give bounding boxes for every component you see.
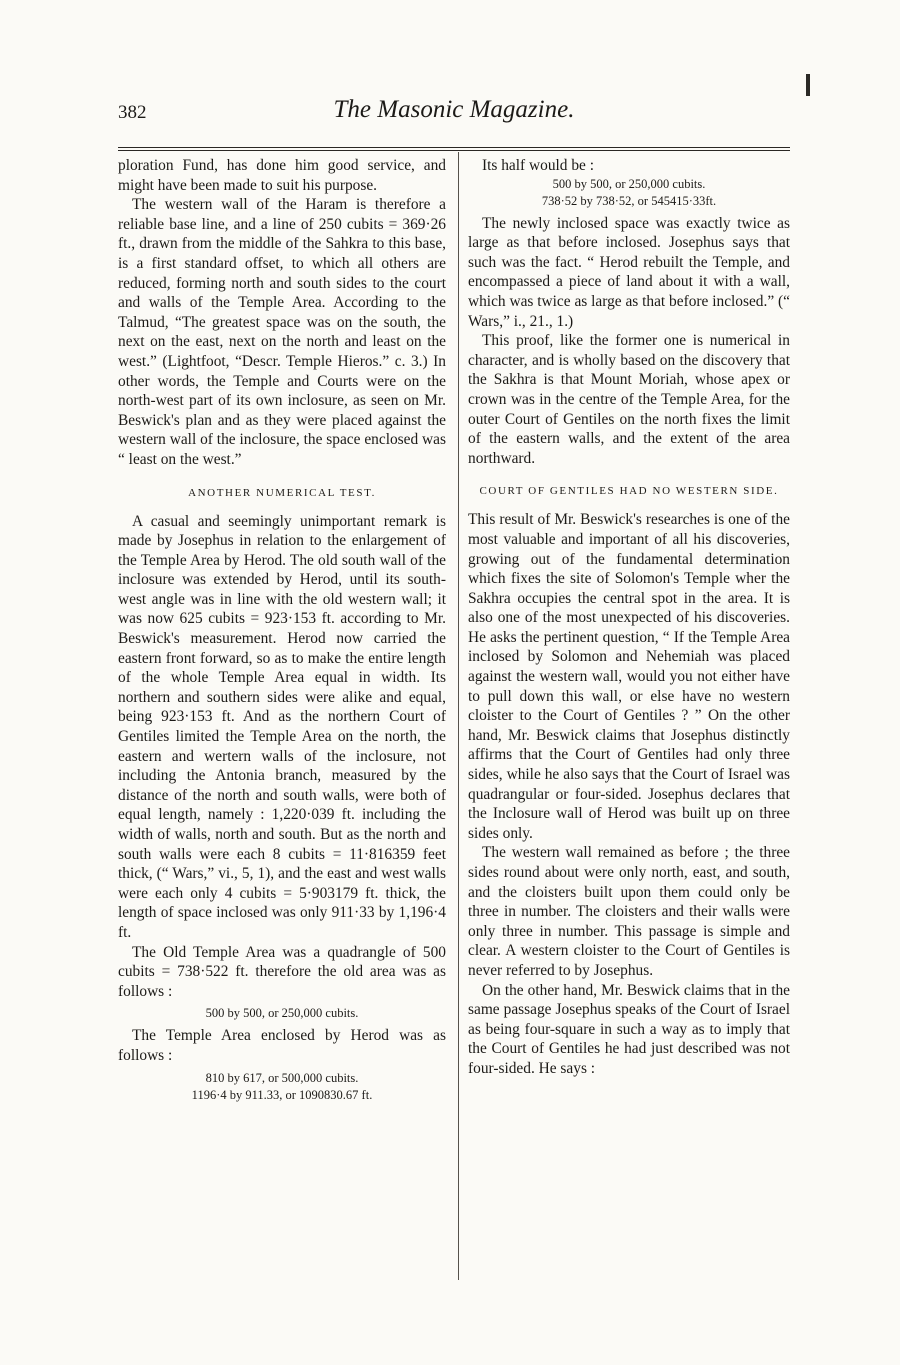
paragraph: On the other hand, Mr. Beswick claims that in the same passage Josephus speaks of the Court of Israel as being four-square in such a way as to imply that the Court of Gentiles he had just described was not four-sided. He says : [468, 981, 790, 1077]
paragraph: This proof, like the former one is numerical in character, and is wholly based on the discovery that the Sakhra is that Mount Moriah, whose apex or crown was in the centre of the Temple Area, for the outer Court of Gentiles on the north fixes the limit of the eastern walls, and the extent of the area northward. [468, 332, 790, 467]
header-rule [118, 147, 790, 148]
margin-mark [806, 74, 810, 96]
paragraph: The Old Temple Area was a quadrangle of 500 cubits = 738·522 ft. therefore the old area was as follows : [118, 943, 446, 1000]
paragraph: The Temple Area enclosed by Herod was as follows : [118, 1027, 446, 1064]
equation-line: 810 by 617, or 500,000 cubits. [205, 1070, 359, 1085]
paragraph: The western wall of the Haram is therefore a reliable base line, and a line of 250 cubits = 369·26 ft., drawn from the middle of the Sahkra to this base, is a first standard offset, to which all others are reduced, forming north and south sides to the court and walls of the Temple Area. According to the Talmud, “The greatest space was on the south, the next on the east, next on the north and least on the west.” (Lightfoot, “Descr. Temple Hieros.” c. 3.) In other words, the Temple and Courts were on the north-west part of its own inclosure, as seen on Mr. Beswick's plan and as they were placed against the western wall of the inclosure, the space enclosed was “ least on the west.” [118, 196, 446, 468]
section-heading: ANOTHER NUMERICAL TEST. [188, 486, 376, 499]
section-heading: COURT OF GENTILES HAD NO WESTERN SIDE. [479, 485, 779, 498]
equation-line: 738·52 by 738·52, or 545415·33ft. [541, 193, 717, 208]
paragraph: A casual and seemingly unimportant remark is made by Josephus in relation to the enlargement of the Temple Area by Herod. The old south wall of the inclosure was extended by Herod, until its south-west angle was in line with the old western wall; it was now 625 cubits = 923·153 ft. according to Mr. Beswick's measurement. Herod now carried the eastern front forward, so as to make the entire length of the whole Temple Area equal in width. Its northern and southern sides were alike and equal, being 923·153 ft. And as the northern Court of Gentiles limited the Temple Area on the north, the eastern and wertern walls of the inclosure, not including the Antonia branch, measured by the distance of the north and south walls, were both of equal length, namely : 1,220·039 ft. including the width of walls, north and south. But as the north and south walls were each 8 cubits = 11·816359 feet thick, (“ Wars,” vi., 5, 1), and the east and west walls were each only 4 cubits = 5·903179 ft. thick, the length of space inclosed was only 911·33 by 1,196·4 ft. [118, 512, 446, 941]
paragraph: ploration Fund, has done him good service, and might have been made to suit his purpose. [118, 157, 446, 194]
page-header [118, 96, 790, 130]
paragraph: This result of Mr. Beswick's researches is one of the most valuable and important of all his discoveries, growing out of the fundamental determination which fixes the site of Solomon's Temple wher the Sakhra occupies the central spot in the area. It is also one of the most unexpected of his discoveries. He asks the pertinent question, “ If the Temple Area inclosed by Solomon and Nehemiah was placed against the western wall, would you not either have to pull down this wall, or else have no western cloister to the Court of Gentiles ? ” On the other hand, Mr. Beswick claims that Josephus distinctly affirms that the Court of Gentiles had only three sides, while he also says that the Court of Israel was quadrangular or four-sided. Josephus declares that the Inclosure wall of Herod was built up on three sides only. [468, 511, 790, 842]
left-column [118, 156, 446, 1104]
paragraph: The newly inclosed space was exactly twice as large as that before inclosed. Josephus says that such was the fact. “ Herod rebuilt the Temple, and encompassed a piece of land about it with a wall, which was twice as large as that before inclosed.” (“ Wars,” i., 21., 1.) [468, 214, 790, 330]
column-divider [458, 152, 459, 1280]
running-title: The Masonic Magazine. [333, 96, 575, 123]
paragraph: Its half would be : [482, 157, 594, 174]
equation-line: 1196·4 by 911.33, or 1090830.67 ft. [191, 1087, 373, 1102]
paragraph: The western wall remained as before ; the three sides round about were only north, east, and south, and the cloisters built upon them could only be three in number. The cloisters and their walls were only three in number. This passage is simple and clear. A western cloister to the Court of Gentiles is never referred to by Josephus. [468, 844, 790, 979]
header-rule-thin [118, 150, 790, 151]
right-column [468, 156, 790, 1079]
equation-line: 500 by 500, or 250,000 cubits. [205, 1006, 359, 1021]
page-number: 382 [118, 102, 147, 123]
equation-line: 500 by 500, or 250,000 cubits. [552, 176, 706, 191]
